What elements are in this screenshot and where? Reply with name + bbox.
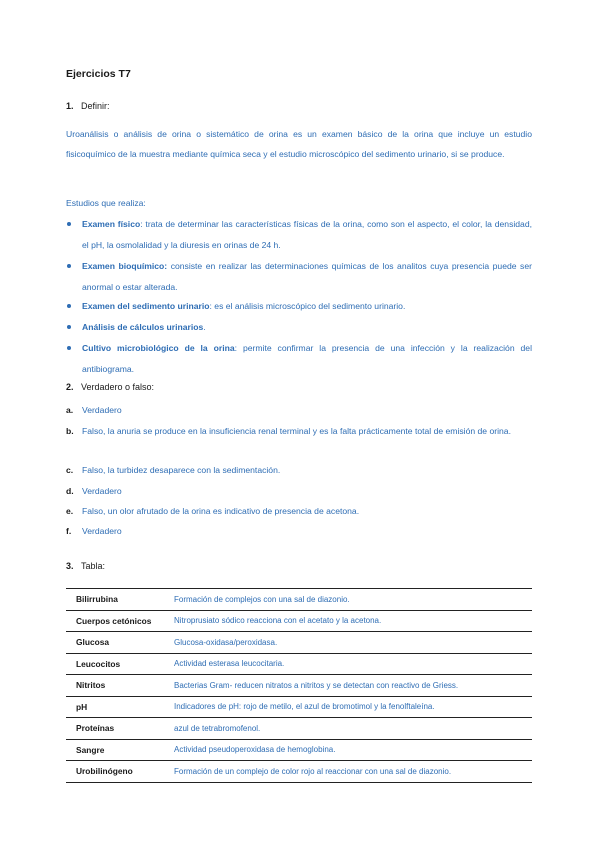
table-row (66, 610, 532, 632)
bullet-text: : es el análisis microscópico del sedimento urinario. (209, 301, 406, 311)
answer-letter: b. (66, 426, 74, 436)
list-item (66, 214, 532, 255)
answer-item (66, 501, 532, 521)
methods-table (66, 588, 532, 783)
table-value: Bacterias Gram- reducen nitratos a nitritos y se detectan con reactivo de Griess. (164, 675, 532, 697)
table-key: Sangre (66, 739, 164, 761)
answer-item (66, 400, 532, 420)
answer-text: Falso, la turbidez desaparece con la sedimentación. (82, 465, 281, 475)
table-value: Indicadores de pH: rojo de metilo, el azul de bromotimol y la fenolftaleína. (164, 696, 532, 718)
table-key: Proteínas (66, 718, 164, 740)
table-value: azul de tetrabromofenol. (164, 718, 532, 740)
bullet-text: . (203, 322, 206, 332)
answer-text: Falso, un olor afrutado de la orina es indicativo de presencia de acetona. (82, 506, 360, 516)
answer-item (66, 521, 532, 541)
bullet-term: Examen físico (82, 219, 141, 229)
table-key: Urobilinógeno (66, 761, 164, 783)
section-label: Verdadero o falso: (81, 382, 155, 392)
bullet-icon (67, 304, 71, 308)
bullet-icon (67, 264, 71, 268)
bullet-term: Cultivo microbiológico de la orina (82, 343, 235, 353)
list-item (66, 317, 532, 338)
bullet-text: consiste en realizar las determinaciones químicas de los analitos cuya presencia puede ser anormal o estar alterada. (82, 261, 532, 292)
bullet-text: : trata de determinar las características físicas de la orina, como son el aspecto, el color, la densidad, el pH, la osmolalidad y la diuresis en orinas de 24 h. (82, 219, 533, 250)
list-item (66, 256, 532, 297)
section-number: 1. (66, 101, 74, 111)
section-1-heading (66, 101, 110, 111)
table-key: Glucosa (66, 632, 164, 654)
table-row (66, 653, 532, 675)
table-row (66, 632, 532, 654)
bullet-icon (67, 325, 71, 329)
table-key: Nitritos (66, 675, 164, 697)
answer-letter: e. (66, 506, 74, 516)
table-key: pH (66, 696, 164, 718)
table-value: Actividad esterasa leucocitaria. (164, 653, 532, 675)
table-value: Formación de un complejo de color rojo al reaccionar con una sal de diazonio. (164, 761, 532, 783)
table-value: Actividad pseudoperoxidasa de hemoglobina. (164, 739, 532, 761)
table-value: Nitroprusiato sódico reacciona con el acetato y la acetona. (164, 610, 532, 632)
answer-letter: c. (66, 465, 74, 475)
answer-text: Verdadero (82, 526, 122, 536)
bullet-icon (67, 346, 71, 350)
answer-item (66, 421, 532, 441)
answer-item (66, 481, 532, 501)
table-value: Formación de complejos con una sal de diazonio. (164, 589, 532, 611)
bullet-icon (67, 222, 71, 226)
table-key: Leucocitos (66, 653, 164, 675)
answer-item (66, 460, 532, 480)
table-row (66, 718, 532, 740)
bullet-term: Análisis de cálculos urinarios (82, 322, 204, 332)
section-label: Tabla: (81, 561, 106, 571)
list-item (66, 296, 532, 317)
answer-text: Falso, la anuria se produce en la insuficiencia renal terminal y es la falta prácticamente total de emisión de orina. (82, 426, 511, 436)
table-row (66, 761, 532, 783)
answer-letter: d. (66, 486, 74, 496)
table-row (66, 675, 532, 697)
answer-text: Verdadero (82, 486, 122, 496)
table-row (66, 696, 532, 718)
bullet-text: : permite confirmar la presencia de una infección y la realización del antibiograma. (82, 343, 532, 374)
table-key: Cuerpos cetónicos (66, 610, 164, 632)
answer-text: Verdadero (82, 405, 122, 415)
bullet-term: Examen del sedimento urinario (82, 301, 210, 311)
section-3-heading (66, 561, 105, 571)
table-value: Glucosa-oxidasa/peroxidasa. (164, 632, 532, 654)
table-row (66, 739, 532, 761)
page-title: Ejercicios T7 (66, 68, 131, 80)
section-number: 2. (66, 382, 74, 392)
table-row (66, 589, 532, 611)
answer-letter: a. (66, 405, 74, 415)
bullet-term: Examen bioquímico: (82, 261, 168, 271)
studies-label: Estudios que realiza: (66, 198, 146, 208)
section-number: 3. (66, 561, 74, 571)
definition-paragraph: Uroanálisis o análisis de orina o sistemático de orina es un examen básico de la orina que incluye un estudio fisicoquímico de la muestra mediante química seca y el estudio microscópico del sedimento urinario, si se produce. (66, 129, 532, 159)
table-key: Bilirrubina (66, 589, 164, 611)
section-label: Definir: (81, 101, 110, 111)
section-2-heading (66, 382, 154, 392)
answer-letter: f. (66, 526, 72, 536)
list-item (66, 338, 532, 379)
